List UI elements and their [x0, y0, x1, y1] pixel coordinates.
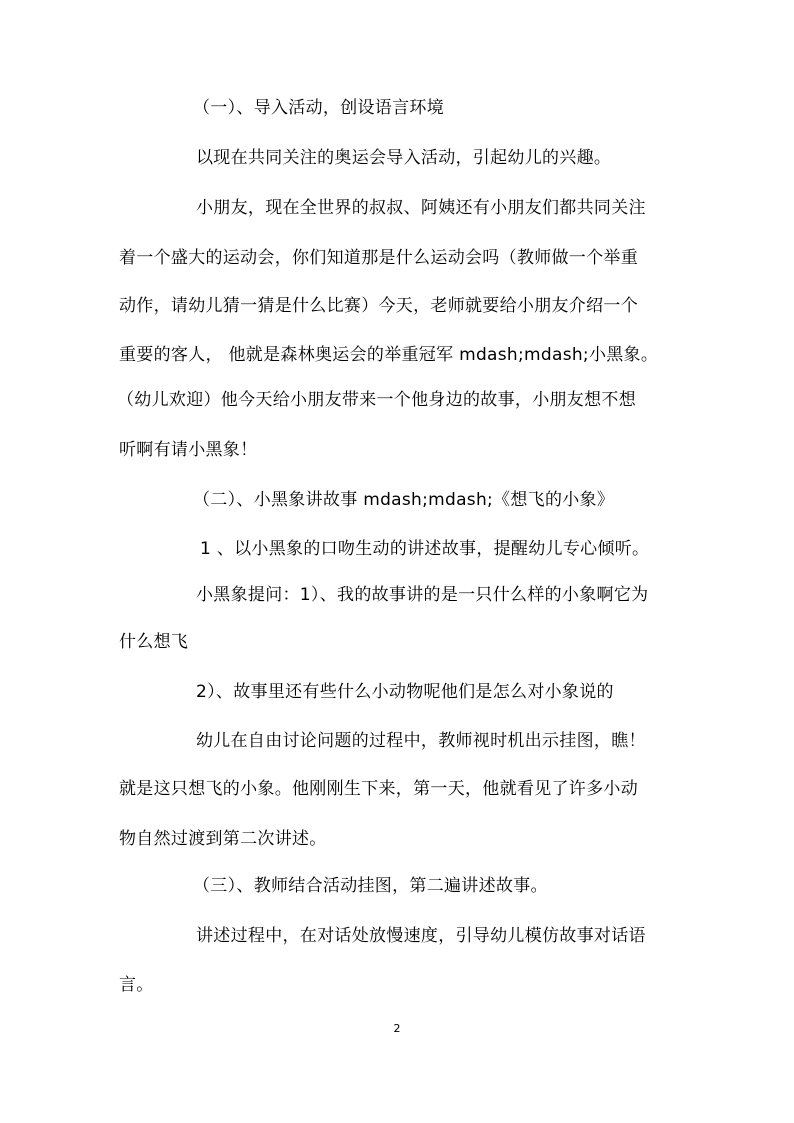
paragraph-line: 言。	[119, 975, 154, 995]
paragraph-line: 物自然过渡到第二次讲述。	[119, 829, 327, 849]
paragraph-line: 着一个盛大的运动会，你们知道那是什么运动会吗（教师做一个举重	[119, 248, 638, 268]
heading-section-1: （一）、导入活动，创设语言环境	[193, 98, 444, 118]
paragraph-line: 讲述过程中，在对话处放慢速度，引导幼儿模仿故事对话语	[196, 926, 646, 946]
paragraph-line: 以现在共同关注的奥运会导入活动，引起幼儿的兴趣。	[196, 148, 612, 168]
heading-section-2: （二）、小黑象讲故事 mdash;mdash;《想飞的小象》	[193, 490, 615, 510]
heading-section-3: （三）、教师结合活动挂图，第二遍讲述故事。	[193, 876, 548, 896]
paragraph-line: 什么想飞	[119, 632, 189, 652]
paragraph-line: 1 、以小黑象的口吻生动的讲述故事，提醒幼儿专心倾听。	[200, 539, 650, 559]
paragraph-line: 幼儿在自由讨论问题的过程中，教师视时机出示挂图，瞧！	[196, 731, 646, 751]
paragraph-line: 就是这只想飞的小象。他刚刚生下来，第一天，他就看见了许多小动	[119, 779, 638, 799]
page-number: 2	[393, 1022, 401, 1035]
paragraph-line: 听啊有请小黑象！	[119, 440, 258, 460]
paragraph-line: 小朋友，现在全世界的叔叔、阿姨还有小朋友们都共同关注	[196, 198, 646, 218]
paragraph-line: 重要的客人， 他就是森林奥运会的举重冠军 mdash;mdash;小黑象。	[119, 345, 659, 365]
paragraph-line: 小黑象提问：1）、我的故事讲的是一只什么样的小象啊它为	[196, 585, 649, 605]
paragraph-line: 2）、故事里还有些什么小动物呢他们是怎么对小象说的	[196, 682, 614, 702]
paragraph-line: （幼儿欢迎）他今天给小朋友带来一个他身边的故事，小朋友想不想	[117, 390, 636, 410]
paragraph-line: 动作，请幼儿猜一猜是什么比赛）今天，老师就要给小朋友介绍一个	[119, 296, 638, 316]
